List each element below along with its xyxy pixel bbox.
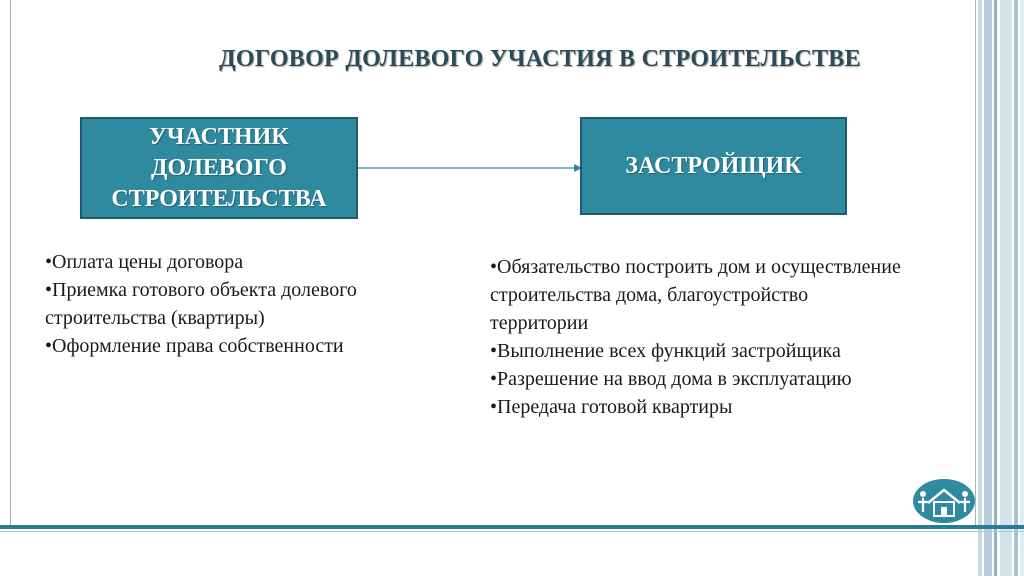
right-arrow-icon	[358, 160, 584, 176]
developer-box-label: ЗАСТРОЙЩИК	[625, 152, 802, 179]
participant-box	[80, 117, 358, 219]
participant-duties-list	[45, 248, 470, 360]
bottom-thin-line	[0, 531, 1024, 532]
participant-box-line-1: УЧАСТНИК	[149, 123, 289, 150]
developer-box	[580, 117, 847, 215]
participant-box-line-2: ДОЛЕВОГО	[151, 154, 287, 181]
list-item: •Выполнение всех функций застройщика	[490, 340, 841, 362]
list-item: •Обязательство построить дом и осуществление строительства дома, благоустройство территории	[490, 256, 901, 334]
list-item: •Оформление права собственности	[45, 335, 344, 357]
bottom-accent-line	[0, 525, 1024, 529]
list-item: •Передача готовой квартиры	[490, 396, 733, 418]
slide-title: ДОГОВОР ДОЛЕВОГО УЧАСТИЯ В СТРОИТЕЛЬСТВЕ	[219, 46, 861, 72]
list-item: •Приемка готового объекта долевого строительства (квартиры)	[45, 279, 357, 329]
developer-duties-list	[490, 253, 910, 421]
participant-box-line-3: СТРОИТЕЛЬСТВА	[111, 185, 327, 212]
right-decorative-stripes	[978, 0, 1024, 576]
family-house-logo-icon	[912, 478, 976, 524]
list-item: •Разрешение на ввод дома в эксплуатацию	[490, 368, 852, 390]
list-item: •Оплата цены договора	[45, 251, 244, 273]
